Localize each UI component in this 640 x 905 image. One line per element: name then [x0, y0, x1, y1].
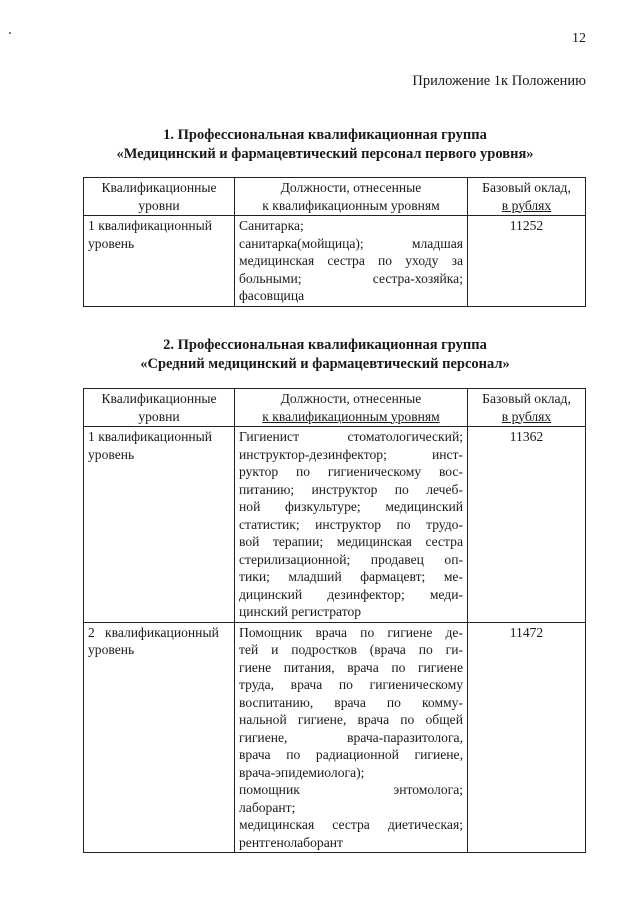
section2-table: [83, 388, 586, 853]
header-salary-line1: Базовый оклад,: [482, 180, 571, 195]
position-line: врача по радиационной гигиене,: [239, 747, 463, 762]
position-line: помощник энтомолога;: [239, 782, 463, 797]
scan-speck: [9, 32, 11, 34]
positions-cell: [235, 427, 468, 623]
level-line: уровень: [88, 446, 135, 462]
level-line: 1 квалификационный: [88, 218, 213, 233]
header-salary: [468, 389, 586, 427]
header-positions: [235, 178, 468, 216]
section1-table: [83, 177, 586, 307]
header-levels-line1: Квалификационные: [101, 391, 217, 406]
table-header-row: [84, 178, 586, 216]
header-levels: [84, 178, 235, 216]
header-positions-line2: к квалификационным уровням: [262, 197, 440, 213]
header-levels-line1: Квалификационные: [101, 180, 217, 195]
position-line: руктор по гигиеническому вос-: [239, 464, 463, 479]
header-levels-line2: уровни: [138, 408, 180, 424]
header-salary-line2: в рублях: [501, 197, 552, 213]
level-cell: [84, 216, 235, 307]
position-line: нальной гигиене, врача по общей: [239, 712, 463, 727]
level-line: 2 квалификационный: [88, 624, 219, 640]
position-line: стерилизационной; продавец оп-: [239, 551, 463, 567]
table-row: [84, 622, 586, 853]
position-line: статистик; инструктор по трудо-: [239, 516, 463, 532]
position-line: медицинская сестра диетическая;: [239, 817, 463, 832]
position-line: тики; младший фармацевт; ме-: [239, 569, 463, 584]
header-positions: [235, 389, 468, 427]
table-row: [84, 216, 586, 307]
position-line: гигиене, врача-паразитолога,: [239, 729, 463, 745]
position-line: питанию; инструктор по лечеб-: [239, 481, 463, 497]
header-salary-line2: в рублях: [501, 408, 552, 424]
positions-cell: [235, 216, 468, 307]
level-line: уровень: [88, 642, 135, 657]
header-positions-line2: к квалификационным уровням: [262, 408, 440, 424]
section1-title: [60, 126, 590, 164]
salary-cell: 11472: [468, 622, 586, 853]
header-salary-line1: Базовый оклад,: [482, 391, 571, 406]
salary-cell: 11252: [468, 216, 586, 307]
level-cell: [84, 427, 235, 623]
position-line: санитарка(мойщица); младшая: [239, 235, 463, 251]
section2-title-line2: «Средний медицинский и фармацевтический персонал»: [140, 356, 510, 372]
level-line: 1 квалификационный: [88, 429, 213, 444]
table-header-row: [84, 389, 586, 427]
position-line: воспитанию, врача по комму-: [239, 694, 463, 710]
position-line: больными; сестра-хозяйка;: [239, 270, 463, 286]
level-line: уровень: [88, 235, 135, 251]
position-line: дицинский дезинфектор; меди-: [239, 586, 463, 602]
header-positions-line1: Должности, отнесенные: [280, 180, 422, 195]
section2-title-line1: 2. Профессиональная квалификационная группа: [163, 337, 487, 353]
header-levels-line2: уровни: [138, 197, 180, 213]
position-line: медицинская сестра по уходу за: [239, 253, 463, 268]
header-levels: [84, 389, 235, 427]
position-line: Помощник врача по гигиене де-: [239, 624, 463, 640]
position-line: тей и подростков (врача по ги-: [239, 642, 463, 657]
position-line: инструктор-дезинфектор; инст-: [239, 446, 463, 462]
header-positions-line1: Должности, отнесенные: [280, 391, 422, 406]
section1-title-line1: 1. Профессиональная квалификационная группа: [163, 127, 487, 143]
section1-title-line2: «Медицинский и фармацевтический персонал первого уровня»: [116, 146, 534, 162]
position-line: Санитарка;: [239, 218, 304, 233]
position-line: цинский регистратор: [239, 604, 362, 619]
header-salary: [468, 178, 586, 216]
positions-cell: [235, 622, 468, 853]
position-line: гиене питания, врача по гигиене: [239, 659, 463, 675]
position-line: труда, врача по гигиеническому: [239, 677, 463, 692]
level-cell: [84, 622, 235, 853]
position-line: рентгенолаборант: [239, 834, 343, 850]
position-line: ной физкультуре; медицинский: [239, 499, 463, 514]
appendix-reference: Приложение 1к Положению: [412, 73, 586, 89]
section2-title: [60, 336, 590, 374]
page-number: 12: [572, 31, 586, 46]
position-line: вой терапии; медицинская сестра: [239, 534, 463, 549]
position-line: Гигиенист стоматологический;: [239, 429, 463, 444]
salary-cell: 11362: [468, 427, 586, 623]
position-line: врача-эпидемиолога);: [239, 764, 365, 780]
position-line: фасовщица: [239, 288, 305, 303]
position-line: лаборант;: [239, 799, 296, 815]
table-row: [84, 427, 586, 623]
